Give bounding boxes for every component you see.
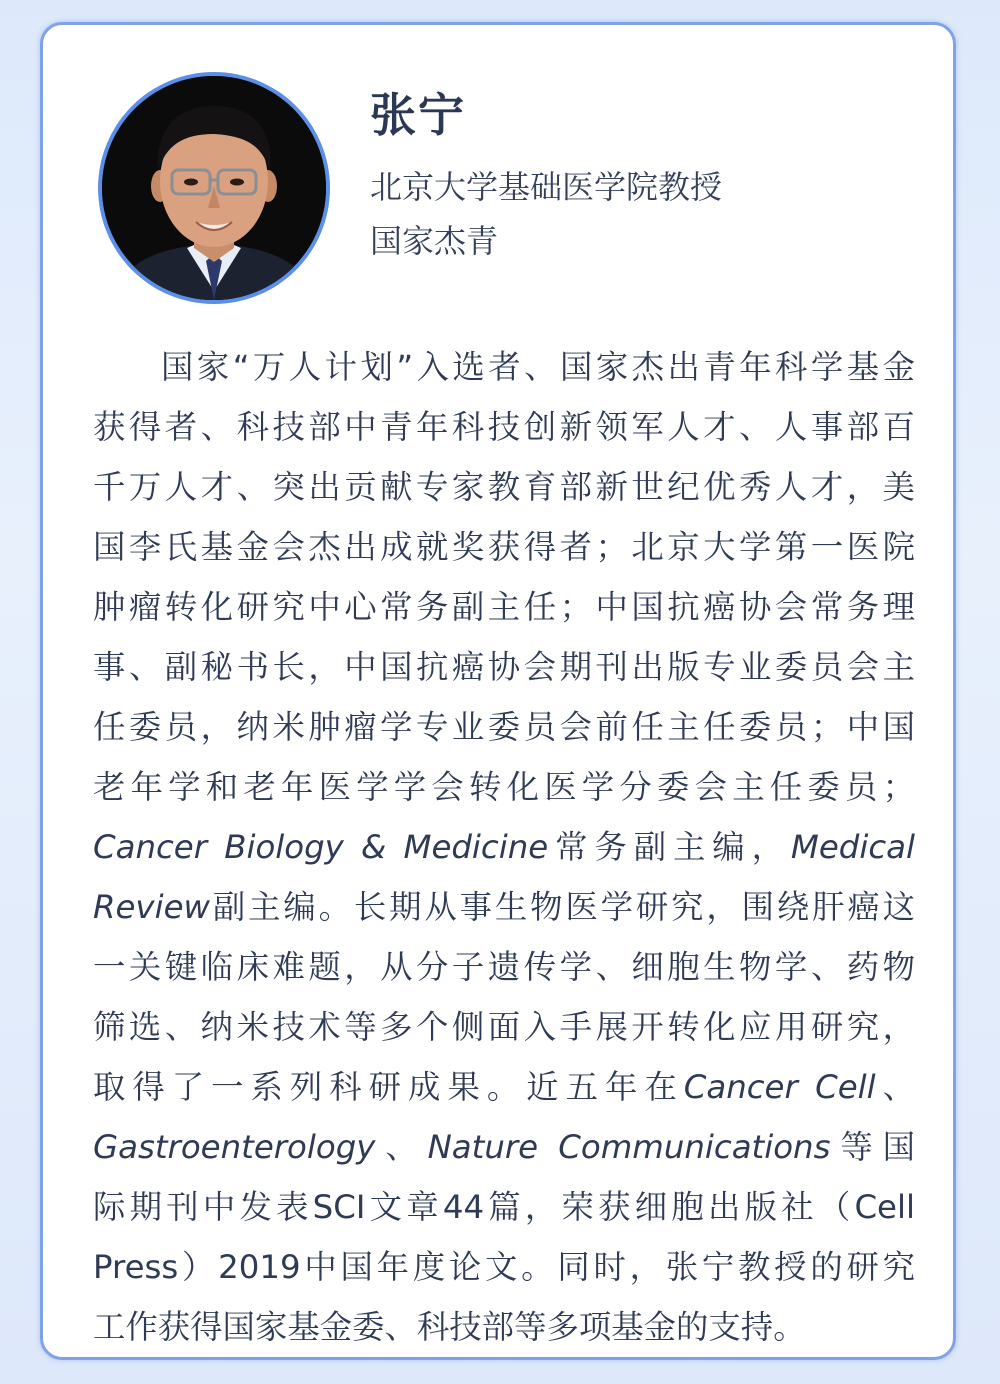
bio-line	[93, 637, 915, 697]
profile-card	[40, 22, 956, 1360]
avatar	[98, 72, 330, 304]
position-title: 北京大学基础医学院教授	[370, 168, 723, 206]
bio-text-segment: 老年学和老年医学学会转化医学分委会主任委员；	[93, 768, 915, 806]
bio-italic-term: Gastroenterology	[93, 1128, 376, 1166]
biography-text	[93, 337, 915, 1357]
bio-text-segment: 际期刊中发表SCI文章44篇，荣获细胞出版社（Cell	[93, 1188, 915, 1226]
bio-text-segment: 国李氏基金会杰出成就奖获得者；北京大学第一医院	[93, 528, 915, 566]
bio-italic-term: Cancer Cell	[683, 1068, 876, 1106]
bio-text-segment: 取得了一系列科研成果。近五年在	[93, 1068, 684, 1106]
bio-line	[93, 877, 915, 937]
bio-line	[93, 1237, 915, 1297]
bio-text-segment: 等国	[830, 1128, 915, 1166]
bio-line	[93, 697, 915, 757]
bio-italic-term: Cancer Biology & Medicine	[93, 828, 549, 866]
bio-text-segment: 肿瘤转化研究中心常务副主任；中国抗癌协会常务理	[93, 588, 915, 626]
bio-italic-term: Review	[93, 888, 211, 926]
bio-line	[93, 1057, 915, 1117]
bio-text-segment: 、	[875, 1068, 916, 1106]
person-name: 张宁	[370, 88, 466, 142]
bio-line	[93, 1177, 915, 1237]
bio-text-segment: 获得者、科技部中青年科技创新领军人才、人事部百	[93, 408, 915, 446]
bio-line	[93, 817, 915, 877]
bio-line	[93, 757, 915, 817]
bio-italic-term: Medical	[790, 828, 915, 866]
bio-text-segment: 、	[375, 1128, 428, 1166]
bio-line	[93, 397, 915, 457]
bio-line	[93, 517, 915, 577]
bio-text-segment: 工作获得国家基金委、科技部等多项基金的支持。	[93, 1308, 806, 1346]
bio-text-segment: 国家“万人计划”入选者、国家杰出青年科学基金	[161, 348, 915, 386]
bio-line	[93, 337, 915, 397]
bio-line	[93, 1297, 915, 1357]
bio-italic-term: Nature Communications	[427, 1128, 831, 1166]
bio-text-segment: 一关键临床难题，从分子遗传学、细胞生物学、药物	[93, 948, 915, 986]
bio-text-segment: 筛选、纳米技术等多个侧面入手展开转化应用研究，	[93, 1008, 915, 1046]
bio-text-segment: Press）2019中国年度论文。同时，张宁教授的研究	[93, 1248, 915, 1286]
portrait-photo-icon	[102, 76, 326, 300]
bio-line	[93, 577, 915, 637]
bio-text-segment: 常务副主编，	[548, 828, 791, 866]
bio-text-segment: 千万人才、突出贡献专家教育部新世纪优秀人才，美	[93, 468, 915, 506]
bio-line	[93, 997, 915, 1057]
bio-text-segment: 事、副秘书长，中国抗癌协会期刊出版专业委员会主	[93, 648, 915, 686]
bio-text-segment: 任委员，纳米肿瘤学专业委员会前任主任委员；中国	[93, 708, 915, 746]
bio-text-segment: 副主编。长期从事生物医学研究，围绕肝癌这	[210, 888, 915, 926]
bio-line	[93, 457, 915, 517]
honor-title: 国家杰青	[370, 222, 499, 260]
bio-line	[93, 1117, 915, 1177]
bio-line	[93, 937, 915, 997]
